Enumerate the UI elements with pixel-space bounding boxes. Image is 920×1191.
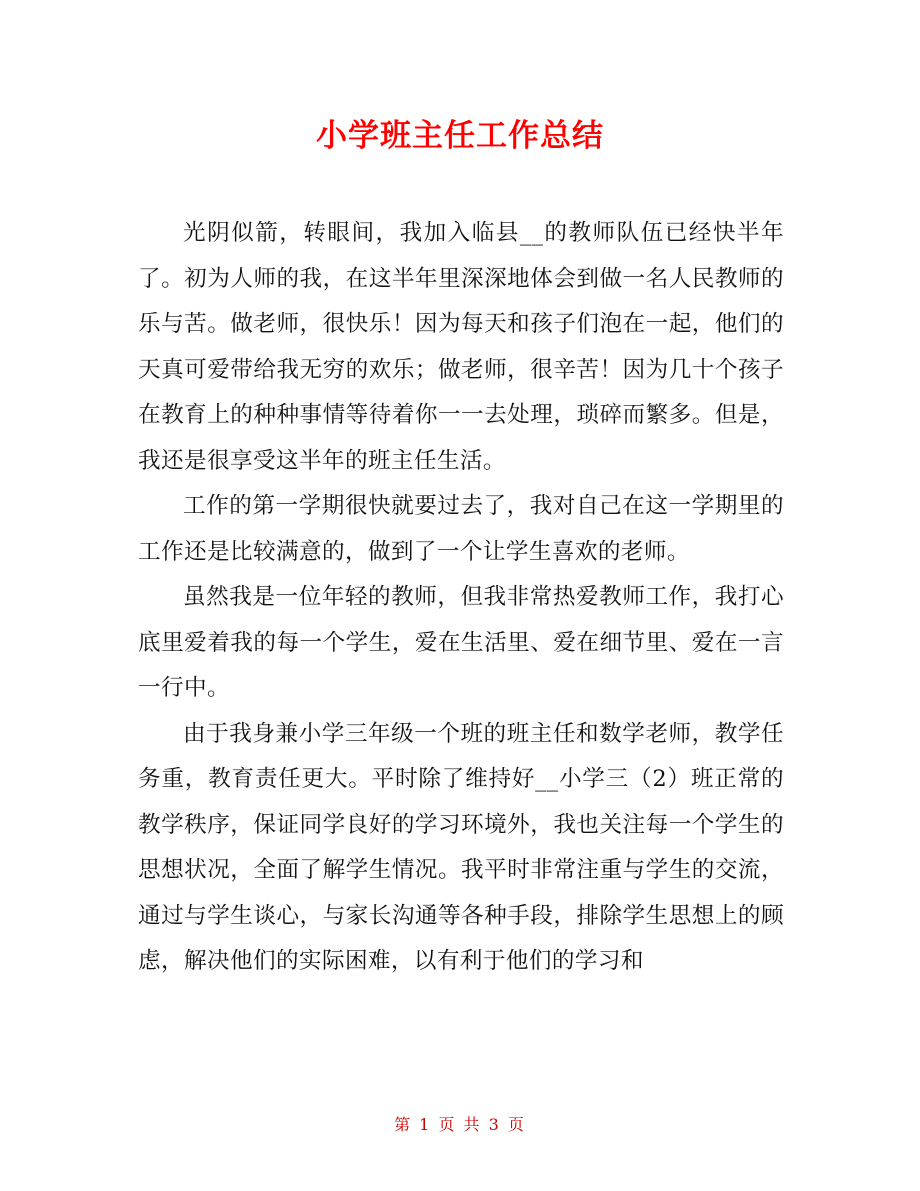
paragraph: 由于我身兼小学三年级一个班的班主任和数学老师，教学任务重，教育责任更大。平时除了维持好__小学三（2）班正常的教学秩序，保证同学良好的学习环境外，我也关注每一个学生的思想状况，全面了解学生情况。我平时非常注重与学生的交流，通过与学生谈心，与家长沟通等各种手段，排除学生思想上的顾虑，解决他们的实际困难，以有利于他们的学习和 [138,720,784,974]
document-title: 小学班主任工作总结 [316,118,604,154]
page-number-footer: 第 1 页 共 3 页 [394,1115,526,1134]
paragraph: 光阴似箭，转眼间，我加入临县__的教师队伍已经快半年了。初为人师的我，在这半年里深深地体会到做一名人民教师的乐与苦。做老师，很快乐！因为每天和孩子们泡在一起，他们的天真可爱带给我无穷的欢乐；做老师，很辛苦！因为几十个孩子在教育上的种种事情等待着你一一去处理，琐碎而繁多。但是，我还是很享受这半年的班主任生活。 [138,220,784,474]
paragraph: 虽然我是一位年轻的教师，但我非常热爱教师工作，我打心底里爱着我的每一个学生，爱在生活里、爱在细节里、爱在一言一行中。 [138,584,784,701]
paragraph: 工作的第一学期很快就要过去了，我对自己在这一学期里的工作还是比较满意的，做到了一个让学生喜欢的老师。 [138,493,784,565]
document-body [138,211,784,985]
